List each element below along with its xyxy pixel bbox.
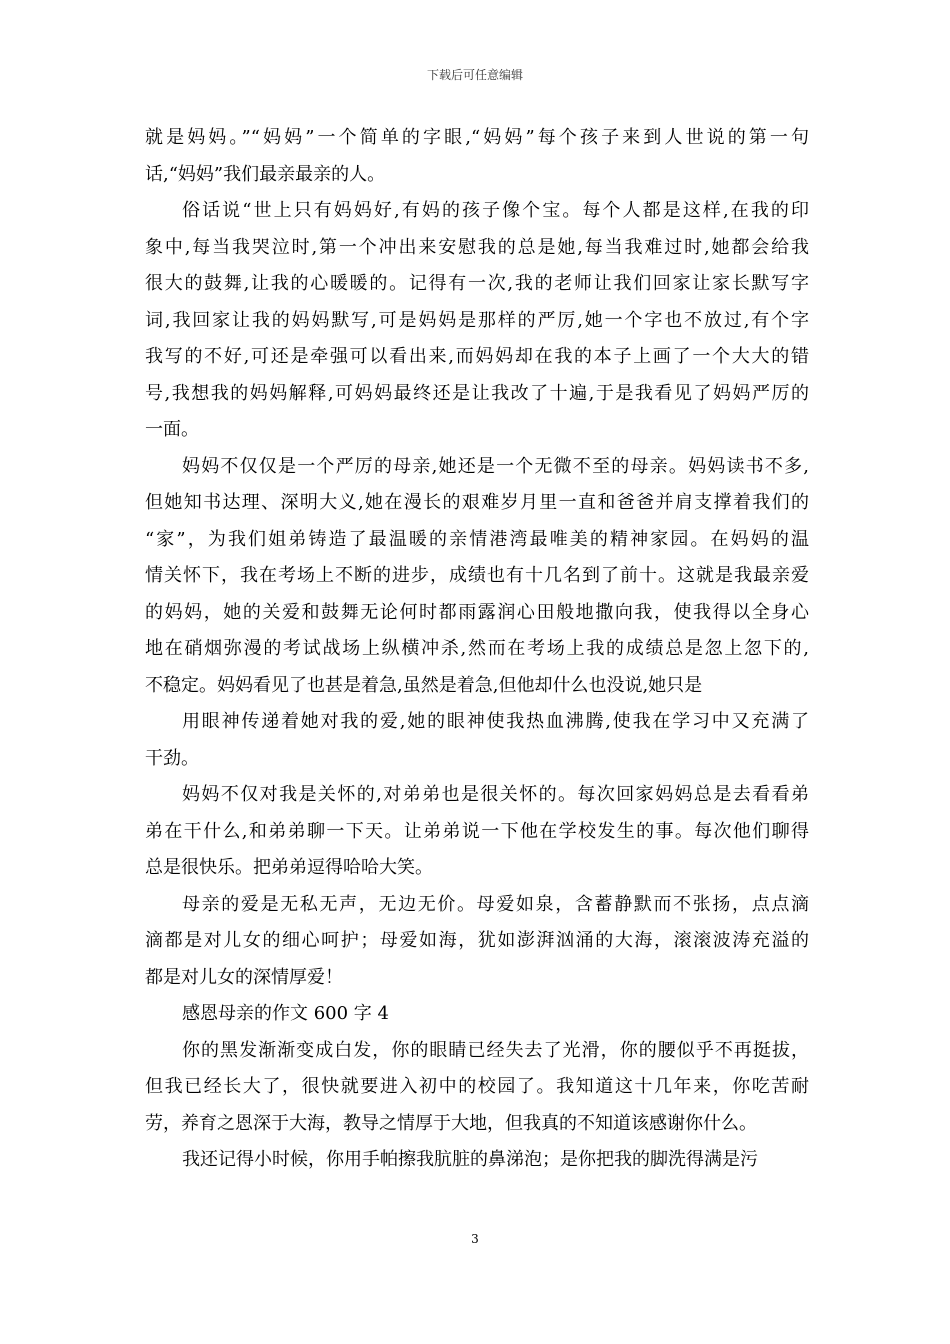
paragraph (145, 704, 809, 777)
text-line: 不稳定。妈妈看见了也甚是着急,虽然是着急,但他却什么也没说,她只是 (145, 674, 703, 696)
page-header: 下载后可任意编辑 (426, 68, 523, 82)
text-line: 话,“妈妈”我们最亲最亲的人。 (145, 163, 386, 185)
text-line: 用眼神传递着她对我的爱,她的眼神使我热血沸腾,使我在学习中又充满了 (182, 711, 809, 732)
text-line: 妈妈不仅仅是一个严厉的母亲,她还是一个无微不至的母亲。妈妈读书不多, (182, 455, 809, 477)
text-line: 一面。 (145, 419, 199, 440)
paragraph (145, 777, 809, 887)
text-line: 号,我想我的妈妈解释,可妈妈最终还是让我改了十遍,于是我看见了妈妈严厉的 (145, 382, 809, 404)
text-line: 但我已经长大了，很快就要进入初中的校园了。我知道这十几年来，你吃苦耐 (145, 1076, 809, 1097)
text-line: 我写的不好,可还是牵强可以看出来,而妈妈却在我的本子上画了一个大大的错 (145, 346, 809, 367)
text-line: 情关怀下，我在考场上不断的进步，成绩也有十几名到了前十。这就是我最亲爱 (145, 565, 809, 586)
text-line: 弟在干什么,和弟弟聊一下天。让弟弟说一下他在学校发生的事。每次他们聊得 (145, 820, 809, 842)
paragraph (145, 449, 809, 705)
text-line: 母亲的爱是无私无声，无边无价。母爱如泉，含蓄静默而不张扬，点点滴 (182, 893, 809, 915)
text-line: 你的黑发渐渐变成白发，你的眼睛已经失去了光滑，你的腰似乎不再挺拔， (182, 1039, 809, 1061)
paragraph (145, 887, 809, 997)
text-line: 妈妈不仅对我是关怀的,对弟弟也是很关怀的。每次回家妈妈总是去看看弟 (182, 784, 809, 805)
text-line: 我还记得小时候，你用手帕擦我肮脏的鼻涕泡；是你把我的脚洗得满是污 (182, 1149, 758, 1170)
text-line: 象中,每当我哭泣时,第一个冲出来安慰我的总是她,每当我难过时,她都会给我 (145, 236, 809, 258)
document-body (145, 120, 809, 1179)
text-line: 俗话说“世上只有妈妈好,有妈的孩子像个宝。每个人都是这样,在我的印 (182, 200, 809, 221)
paragraph (145, 193, 809, 449)
text-line: 劳，养育之恩深于大海，教导之情厚于大地，但我真的不知道该感谢你什么。 (145, 1112, 757, 1134)
text-line: 就是妈妈。”“妈妈”一个简单的字眼,“妈妈”每个孩子来到人世说的第一句 (145, 127, 809, 148)
text-line: 感恩母亲的作文 600 字 4 (182, 1003, 389, 1024)
text-line: 的妈妈，她的关爱和鼓舞无论何时都雨露润心田般地撒向我，使我得以全身心 (145, 601, 809, 623)
text-line: 很大的鼓舞,让我的心暖暖的。记得有一次,我的老师让我们回家让家长默写字 (145, 273, 809, 294)
page-number: 3 (471, 1232, 479, 1246)
text-line: 但她知书达理、深明大义,她在漫长的艰难岁月里一直和爸爸并肩支撑着我们的 (145, 492, 809, 513)
text-line: 干劲。 (145, 747, 199, 769)
paragraph (145, 1033, 809, 1143)
text-line: 地在硝烟弥漫的考试战场上纵横冲杀,然而在考场上我的成绩总是忽上忽下的, (145, 638, 809, 659)
text-line: 都是对儿女的深情厚爱！ (145, 966, 343, 988)
text-line: 滴都是对儿女的细心呵护；母爱如海，犹如澎湃汹涌的大海，滚滚波涛充溢的 (145, 930, 809, 951)
text-line: “家”，为我们姐弟铸造了最温暖的亲情港湾最唯美的精神家园。在妈妈的温 (145, 528, 809, 550)
text-line: 总是很快乐。把弟弟逗得哈哈大笑。 (145, 857, 433, 878)
paragraph (145, 996, 809, 1033)
paragraph (145, 120, 809, 193)
text-line: 词,我回家让我的妈妈默写,可是妈妈是那样的严厉,她一个字也不放过,有个字 (145, 309, 809, 331)
paragraph (145, 1142, 809, 1179)
